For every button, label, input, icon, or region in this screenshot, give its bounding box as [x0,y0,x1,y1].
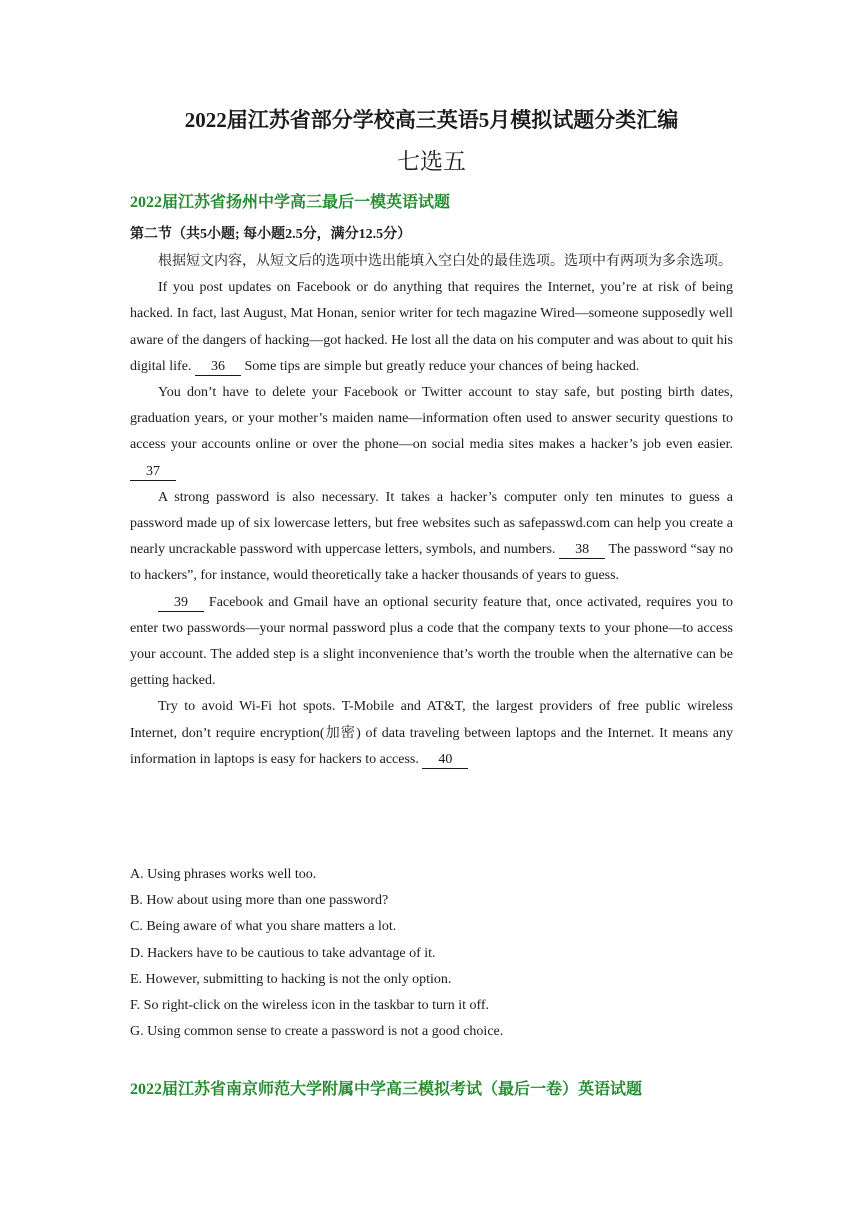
paragraph-text: The password “say no to hackers”, for instance, would theoretically take a hacker thousands of years to guess. [130,542,733,584]
passage-paragraph-2 [130,380,733,485]
instruction-paragraph: 根据短文内容，从短文后的选项中选出能填入空白处的最佳选项。选项中有两项为多余选项。 [158,254,732,269]
part-heading: 第二节（共5小题; 每小题2.5分，满分12.5分） [130,227,412,242]
paragraph-text: Try to avoid Wi-Fi hot spots. T-Mobile and AT&T, the largest providers of free public wireless Internet, don’t require encryption(加密) of data traveling between laptops and the Internet. It means any information in laptops is easy for hackers to access. [130,699,733,767]
option-c: C. Being aware of what you share matters a lot. [130,919,397,935]
option-a: A. Using phrases works well too. [130,867,317,882]
blank-39: 39 [158,595,204,612]
option-f: F. So right-click on the wireless icon in the taskbar to turn it off. [130,998,490,1014]
paragraph-text: Facebook and Gmail have an optional security feature that, once activated, requires you to enter two passwords—your normal password plus a code that the company texts to your phone—to access your account. The added step is a slight inconvenience that’s worth the trouble when the alternative can be getting hacked. [130,594,733,689]
section-heading-nanjing: 2022届江苏省南京师范大学附属中学高三模拟考试（最后一卷）英语试题 [130,1081,643,1098]
option-g: G. Using common sense to create a password is not a good choice. [130,1024,504,1040]
paragraph-text: Some tips are simple but greatly reduce your chances of being hacked. [240,358,640,374]
blank-37: 37 [130,464,176,481]
blank-40: 40 [422,752,468,769]
paragraph-text: If you post updates on Facebook or do anything that requires the Internet, you’re at risk of being hacked. In fact, last August, Mat Honan, senior writer for tech magazine Wired—someone supposedly well aware of the dangers of hacking—got hacked. He lost all the data on his computer and was about to quit his digital life. [130,280,733,374]
passage-paragraph-1 [130,275,733,380]
answer-options [130,862,733,1045]
paragraph-text: A strong password is also necessary. It takes a hacker’s computer only ten minutes to guess a password made up of six lowercase letters, but free websites such as safepasswd.com can help you create a nearly uncrackable password with uppercase letters, symbols, and numbers. [130,489,733,558]
passage-paragraph-3 [130,485,733,590]
option-b: B. How about using more than one password? [130,893,389,909]
blank-36: 36 [195,359,241,376]
paragraph-text: You don’t have to delete your Facebook or Twitter account to stay safe, but posting birth dates, graduation years, or your mother’s maiden name—information often used to answer security questions to access your accounts online or over the phone—on social media sites makes a hacker’s job even easier. [130,385,733,453]
document-subtitle: 七选五 [397,149,466,174]
option-d: D. Hackers have to be cautious to take advantage of it. [130,945,436,961]
passage [130,249,733,773]
blank-38: 38 [559,542,605,559]
document-title: 2022届江苏省部分学校高三英语5月模拟试题分类汇编 [184,108,679,132]
passage-paragraph-4 [130,590,733,695]
section-heading-yangzhou: 2022届江苏省扬州中学高三最后一模英语试题 [130,194,451,211]
passage-paragraph-5 [130,694,733,773]
option-e: E. However, submitting to hacking is not the only option. [130,971,452,987]
